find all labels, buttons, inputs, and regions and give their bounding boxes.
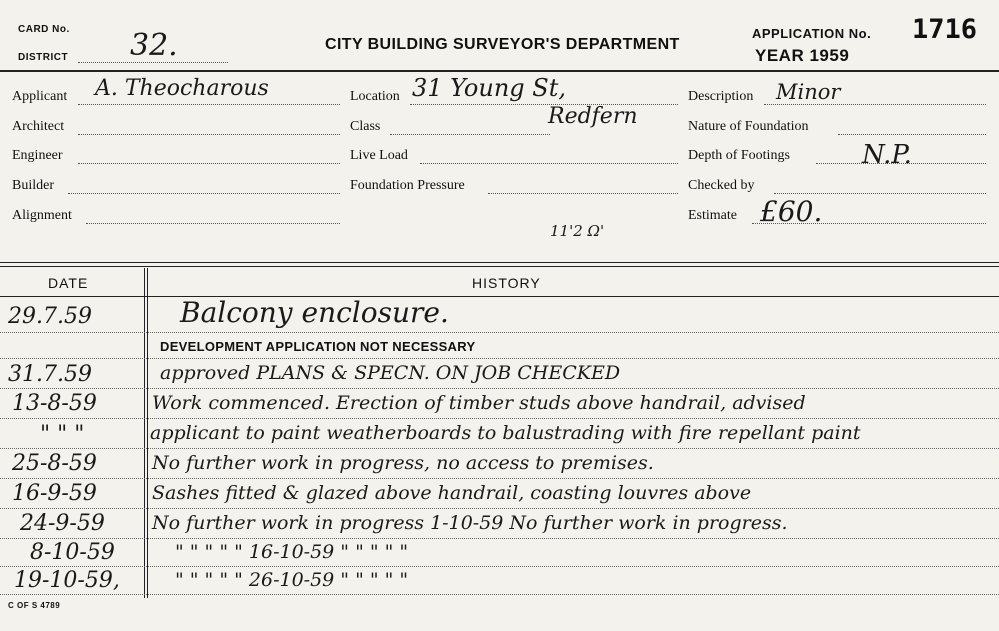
description-dots [764, 104, 986, 105]
header-divider [0, 70, 999, 72]
table-row-history: No further work in progress, no access to premises. [152, 452, 654, 474]
date-history-divider [144, 268, 145, 598]
table-row-history: Work commenced. Erection of timber studs above handrail, advised [152, 392, 806, 414]
builder-label: Builder [12, 178, 54, 193]
description-value: Minor [776, 80, 841, 104]
class-dots [390, 134, 550, 135]
table-row-history: applicant to paint weatherboards to balustrading with fire repellant paint [150, 422, 861, 444]
estimate-value: £60. [760, 195, 823, 228]
checked-by-label: Checked by [688, 178, 755, 193]
depth-of-footings-value: N.P. [862, 140, 912, 170]
architect-label: Architect [12, 119, 65, 134]
card-no-label: CARD No. [18, 24, 70, 35]
applicant-value: A. Theocharous [95, 76, 269, 101]
table-row-date: 8-10-59 [30, 540, 115, 565]
table-row-date: 19-10-59, [14, 568, 120, 593]
checked-by-dots [774, 193, 986, 194]
row-line [0, 566, 999, 567]
table-row-history-stamp: DEVELOPMENT APPLICATION NOT NECESSARY [160, 339, 476, 354]
row-line [0, 332, 999, 333]
live-load-dots [420, 163, 678, 164]
depth-of-footings-label: Depth of Footings [688, 148, 790, 163]
department-title: CITY BUILDING SURVEYOR'S DEPARTMENT [325, 36, 680, 53]
foundation-pressure-dots [488, 193, 678, 194]
application-no-value: 1716 [912, 14, 978, 45]
row-line [0, 538, 999, 539]
table-row-date: 25-8-59 [12, 451, 97, 476]
row-line [0, 418, 999, 419]
table-header-bottom-rule [0, 296, 999, 297]
foundation-pressure-label: Foundation Pressure [350, 178, 465, 193]
table-row-history: " " " " " 26-10-59 " " " " " [175, 569, 409, 591]
district-value: 32. [130, 28, 178, 63]
table-top-rule [0, 262, 999, 263]
table-row-date: 13-8-59 [12, 391, 97, 416]
margin-note: 11'2 Ω' [550, 222, 605, 240]
architect-dots [78, 134, 340, 135]
application-no-label: APPLICATION No. [752, 26, 872, 41]
form-code: C OF S 4789 [8, 601, 61, 610]
table-row-date: 24-9-59 [20, 511, 105, 536]
table-row-history: approved PLANS & SPECN. ON JOB CHECKED [160, 362, 621, 384]
alignment-label: Alignment [12, 208, 72, 223]
engineer-dots [78, 163, 340, 164]
table-row-history: Balcony enclosure. [180, 296, 449, 329]
row-line [0, 388, 999, 389]
date-history-divider-inner [147, 268, 148, 598]
location-value-2: Redfern [548, 104, 638, 129]
class-label: Class [350, 119, 381, 134]
description-label: Description [688, 89, 754, 104]
nature-of-foundation-dots [838, 134, 986, 135]
engineer-label: Engineer [12, 148, 63, 163]
live-load-label: Live Load [350, 148, 408, 163]
district-label: DISTRICT [18, 52, 69, 63]
table-row-date: 29.7.59 [8, 304, 92, 329]
applicant-label: Applicant [12, 89, 68, 104]
table-row-date: " " " [40, 422, 85, 447]
date-column-header: DATE [48, 275, 89, 291]
alignment-dots [86, 223, 340, 224]
builder-dots [68, 193, 340, 194]
estimate-label: Estimate [688, 208, 737, 223]
table-row-history: Sashes fitted & glazed above handrail, coasting louvres above [152, 482, 752, 504]
table-row-history: No further work in progress 1-10-59 No further work in progress. [152, 512, 788, 534]
row-line [0, 508, 999, 509]
location-label: Location [350, 89, 400, 104]
row-line [0, 478, 999, 479]
table-top-rule-inner [0, 266, 999, 267]
table-row-date: 31.7.59 [8, 362, 92, 387]
history-column-header: HISTORY [472, 275, 541, 291]
year-label: YEAR 1959 [755, 46, 850, 65]
row-line [0, 358, 999, 359]
table-row-date: 16-9-59 [12, 481, 97, 506]
row-line [0, 594, 999, 595]
applicant-dots [78, 104, 340, 105]
nature-of-foundation-label: Nature of Foundation [688, 119, 809, 134]
location-value: 31 Young St, [412, 74, 566, 102]
row-line [0, 448, 999, 449]
table-row-history: " " " " " 16-10-59 " " " " " [175, 541, 409, 563]
